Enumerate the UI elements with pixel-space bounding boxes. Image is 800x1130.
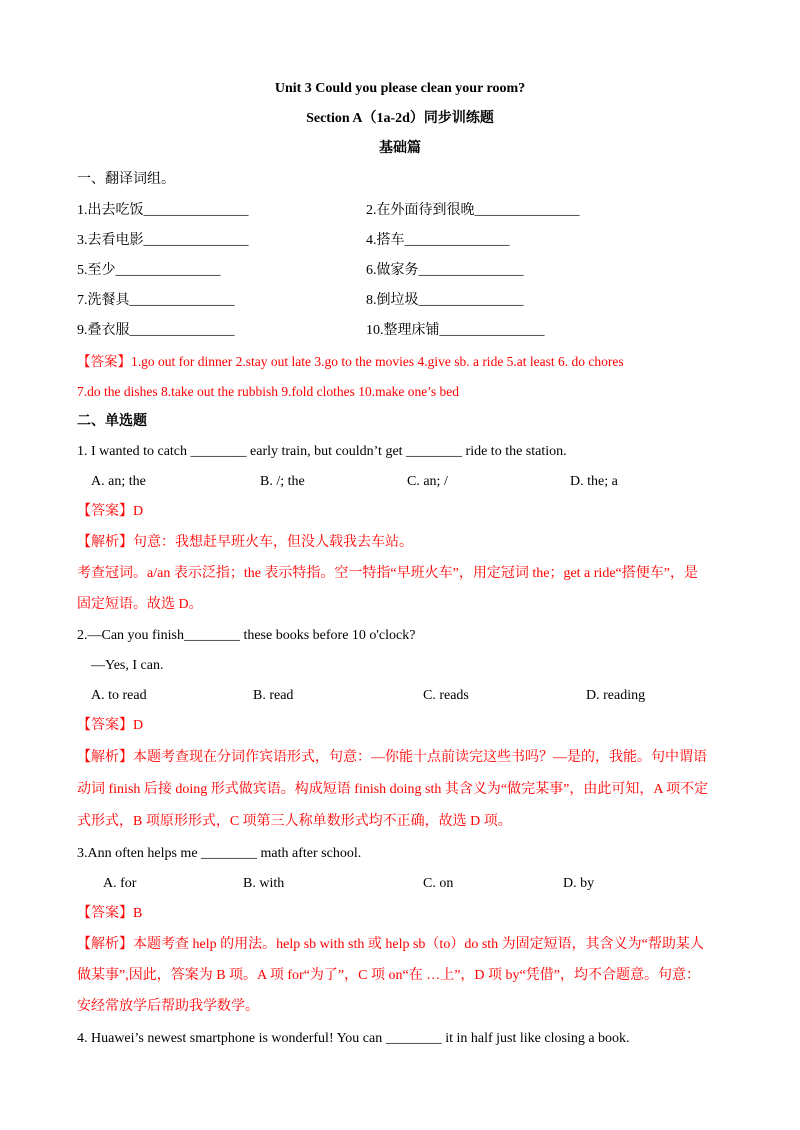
question-2-option-c: C. reads bbox=[423, 688, 469, 703]
vocab-item-2: 2.在外面待到很晚_______________ bbox=[366, 203, 580, 218]
part2-heading: 二、单选题 bbox=[77, 414, 147, 429]
question-1-option-b: B. /; the bbox=[260, 474, 305, 489]
question-2-option-d: D. reading bbox=[586, 688, 646, 703]
question-2-explanation-2: 动词 finish 后接 doing 形式做宾语。构成短语 finish doing sth 其含义为“做完某事”，由此可知，A 项不定 bbox=[77, 782, 709, 797]
question-4-stem: 4. Huawei’s newest smartphone is wonderful! You can ________ it in half just like closing a book. bbox=[77, 1031, 630, 1046]
vocab-item-3: 3.去看电影_______________ bbox=[77, 233, 249, 248]
section-title: Section A（1a-2d）同步训练题 bbox=[306, 111, 494, 126]
part1-answer-line-2: 7.do the dishes 8.take out the rubbish 9.fold clothes 10.make one’s bed bbox=[77, 384, 460, 399]
question-2-option-b: B. read bbox=[253, 688, 294, 703]
question-1-option-c: C. an; / bbox=[407, 474, 448, 489]
question-2-option-a: A. to read bbox=[91, 688, 147, 703]
question-3-option-b: B. with bbox=[243, 876, 285, 891]
question-1-explanation-1: 【解析】句意：我想赶早班火车，但没人载我去车站。 bbox=[77, 535, 413, 550]
question-3-option-d: D. by bbox=[563, 876, 595, 891]
question-2-stem: 2.—Can you finish________ these books before 10 o'clock? bbox=[77, 628, 416, 643]
unit-title: Unit 3 Could you please clean your room? bbox=[274, 81, 526, 96]
question-3-explanation-3: 安经常放学后帮助我学数学。 bbox=[77, 999, 259, 1014]
question-3-answer: 【答案】B bbox=[77, 906, 143, 921]
question-2-explanation-3: 式形式，B 项原形形式，C 项第三人称单数形式均不正确，故选 D 项。 bbox=[77, 814, 512, 829]
question-1-option-d: D. the; a bbox=[570, 474, 618, 489]
vocab-item-8: 8.倒垃圾_______________ bbox=[366, 293, 524, 308]
part1-heading: 一、翻译词组。 bbox=[77, 172, 175, 187]
question-3-explanation-2: 做某事”,因此，答案为 B 项。A 项 for“为了”，C 项 on“在 …上”，D 项 by“凭借”，均不合题意。句意： bbox=[77, 968, 700, 983]
question-1-explanation-3: 固定短语。故选 D。 bbox=[77, 597, 203, 612]
part1-answer-line-1: 【答案】1.go out for dinner 2.stay out late 3.go to the movies 4.give sb. a ride 5.at least 6. do chores bbox=[77, 354, 624, 369]
question-1-option-a: A. an; the bbox=[91, 474, 146, 489]
question-1-explanation-2: 考查冠词。a/an 表示泛指；the 表示特指。空一特指“早班火车”，用定冠词 the；get a ride“搭便车”，是 bbox=[77, 566, 698, 581]
vocab-item-5: 5.至少_______________ bbox=[77, 263, 221, 278]
question-2-answer: 【答案】D bbox=[77, 718, 144, 733]
vocab-item-10: 10.整理床铺_______________ bbox=[366, 323, 545, 338]
vocab-item-4: 4.搭车_______________ bbox=[366, 233, 510, 248]
question-3-option-c: C. on bbox=[423, 876, 454, 891]
vocab-item-6: 6.做家务_______________ bbox=[366, 263, 524, 278]
question-2-explanation-1: 【解析】本题考查现在分词作宾语形式，句意：—你能十点前读完这些书吗？—是的，我能。句中谓语 bbox=[77, 750, 707, 765]
question-1-answer: 【答案】D bbox=[77, 504, 144, 519]
level-title: 基础篇 bbox=[379, 141, 421, 156]
vocab-item-7: 7.洗餐具_______________ bbox=[77, 293, 235, 308]
question-1-stem: 1. I wanted to catch ________ early train, but couldn’t get ________ ride to the station. bbox=[77, 444, 567, 459]
question-3-stem: 3.Ann often helps me ________ math after school. bbox=[77, 846, 362, 861]
question-3-option-a: A. for bbox=[103, 876, 137, 891]
vocab-item-1: 1.出去吃饭_______________ bbox=[77, 203, 249, 218]
vocab-item-9: 9.叠衣服_______________ bbox=[77, 323, 235, 338]
question-2-reply: —Yes, I can. bbox=[91, 658, 164, 673]
question-3-explanation-1: 【解析】本题考查 help 的用法。help sb with sth 或 help sb（to）do sth 为固定短语，其含义为“帮助某人 bbox=[77, 937, 704, 952]
